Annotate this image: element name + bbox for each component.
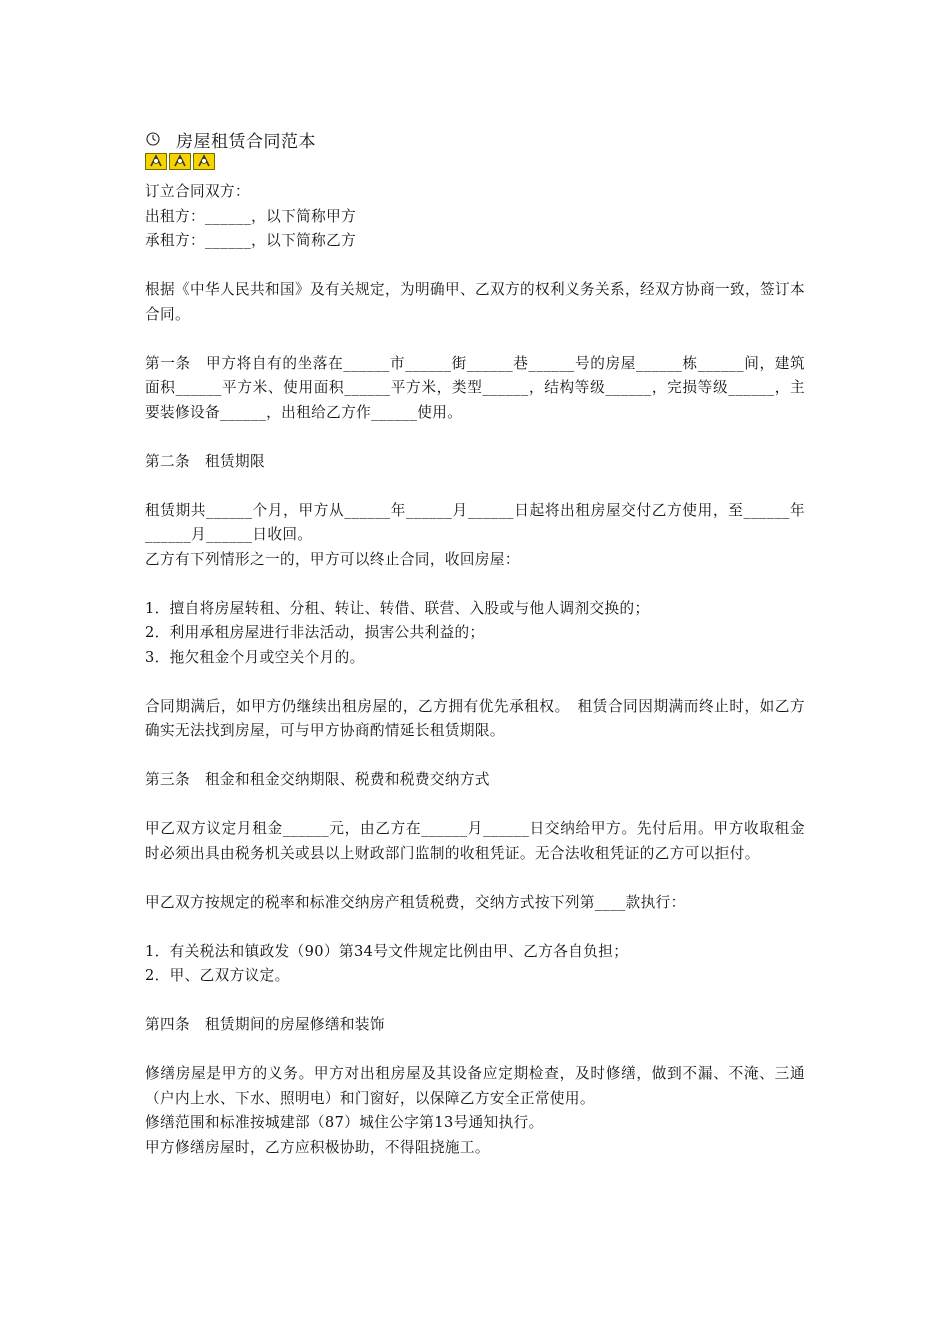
spacer: [145, 989, 805, 1014]
rent-paragraph: 甲乙双方议定月租金______元，由乙方在______月______日交纳给甲方。先付后用。甲方收取租金时必须出具由税务机关或县以上财政部门监制的收租凭证。无合法收租凭证的乙方可以拒付。: [145, 820, 805, 862]
lease-term-paragraph: 租赁期共______个月，甲方从______年______月______日起将出租房屋交付乙方使用，至______年______月______日收回。: [145, 501, 805, 543]
repair-cooperation-line: 甲方修缮房屋时，乙方应积极协助，不得阻挠施工。: [145, 1138, 490, 1156]
article-1-paragraph: 第一条 甲方将自有的坐落在______市______街______巷______号的房屋______栋______间，建筑面积______平方米、使用面积______平方米，类型______，结构等级______，完损等级______，主要装修设备______，出租给乙方作______使用。: [145, 354, 805, 421]
rating-icons: [145, 153, 805, 170]
termination-item-3: 3．拖欠租金个月或空关个月的。: [145, 648, 365, 666]
article-4-heading: 第四条 租赁期间的房屋修缮和装饰: [145, 1016, 385, 1033]
renewal-paragraph: 合同期满后，如甲方仍继续出租房屋的，乙方拥有优先承租权。 租赁合同因期满而终止时，如乙方确实无法找到房屋，可与甲方协商酌情延长租赁期限。: [145, 697, 805, 739]
tax-item-2: 2．甲、乙双方议定。: [145, 967, 290, 984]
document-title: 房屋租赁合同范本: [176, 131, 316, 152]
spacer: [145, 866, 805, 891]
repair-duty-paragraph: 修缮房屋是甲方的义务。甲方对出租房屋及其设备应定期检查，及时修缮，做到不漏、不淹、三通（户内上水、下水、照明电）和门窗好，以保障乙方安全正常使用。: [145, 1065, 805, 1107]
termination-intro: 乙方有下列情形之一的，甲方可以终止合同，收回房屋：: [145, 550, 520, 568]
article-2-heading: 第二条 租赁期限: [145, 452, 265, 470]
tax-item-1: 1．有关税法和镇政发（90）第34号文件规定比例由甲、乙方各自负担；: [145, 942, 629, 960]
spacer: [145, 254, 805, 279]
lessee-line: 承租方：______，以下简称乙方: [145, 232, 357, 249]
preamble-paragraph: 根据《中华人民共和国》及有关规定，为明确甲、乙双方的权利义务关系，经双方协商一致，签订本合同。: [145, 281, 805, 323]
termination-item-2: 2．利用承租房屋进行非法活动，损害公共利益的；: [145, 624, 485, 641]
spacer: [145, 327, 805, 352]
article-3-heading: 第三条 租金和租金交纳期限、税费和税费交纳方式: [145, 771, 490, 788]
spacer: [145, 915, 805, 940]
spacer: [145, 474, 805, 499]
spacer: [145, 744, 805, 769]
rating-icon: [145, 153, 167, 170]
rating-icon: [193, 153, 215, 170]
spacer: [145, 1038, 805, 1063]
repair-standard-line: 修缮范围和标准按城建部（87）城住公字第13号通知执行。: [145, 1114, 544, 1131]
spacer: [145, 425, 805, 450]
termination-item-1: 1．擅自将房屋转租、分租、转让、转借、联营、入股或与他人调剂交换的；: [145, 599, 650, 617]
spacer: [145, 572, 805, 597]
clock-icon: [146, 132, 160, 146]
spacer: [145, 670, 805, 695]
parties-heading: 订立合同双方：: [145, 183, 250, 200]
document-page: [145, 126, 805, 1160]
contract-body: [145, 180, 805, 1160]
title-row: [145, 126, 805, 152]
tax-paragraph: 甲乙双方按规定的税率和标准交纳房产租赁税费，交纳方式按下列第____款执行：: [145, 893, 686, 911]
lessor-line: 出租方：______，以下简称甲方: [145, 207, 357, 225]
rating-icon: [169, 153, 191, 170]
spacer: [145, 793, 805, 818]
